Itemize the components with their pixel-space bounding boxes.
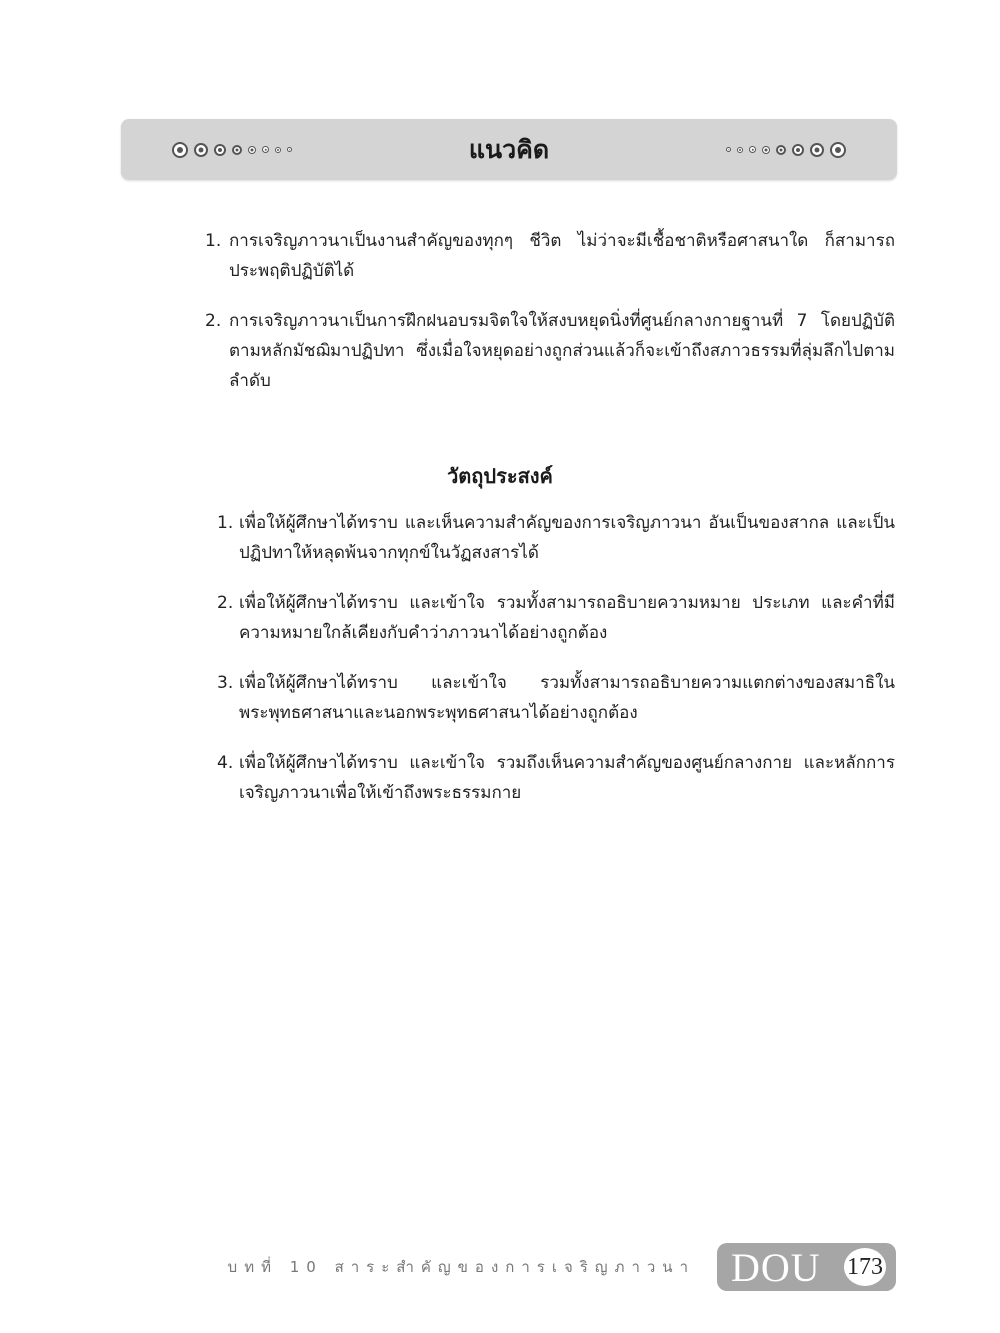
concept-item	[205, 226, 895, 286]
dot-icon	[810, 143, 824, 157]
item-number: 2.	[217, 593, 234, 613]
chapter-title: บทที่ 10 สาระสำคัญของการเจริญภาวนา	[227, 1258, 695, 1276]
item-number: 2.	[205, 311, 222, 331]
dot-icon	[830, 142, 846, 158]
dot-icon	[792, 144, 804, 156]
page-footer	[0, 1243, 1000, 1291]
item-number: 1.	[205, 231, 222, 251]
dot-icon	[776, 145, 786, 155]
dot-icon	[762, 146, 770, 154]
brand-badge	[717, 1243, 896, 1291]
item-text: การเจริญภาวนาเป็นการฝึกฝนอบรมจิตใจให้สงบหยุดนิ่งที่ศูนย์กลางกายฐานที่ 7 โดยปฏิบัติตามหลักมัชฌิมาปฏิปทา ซึ่งเมื่อใจหยุดอย่างถูกส่วนแล้วก็จะเข้าถึงสภาวธรรมที่ลุ่มลึกไปตามลำดับ	[229, 311, 895, 391]
objective-item	[217, 668, 895, 728]
dot-icon	[749, 146, 756, 153]
item-number: 4.	[217, 753, 234, 773]
decorative-dots-right	[723, 119, 849, 180]
objective-item	[217, 508, 895, 568]
objective-item	[217, 748, 895, 808]
page-number: 173	[844, 1248, 886, 1286]
objectives-heading: วัตถุประสงค์	[447, 464, 553, 488]
dot-icon	[726, 147, 731, 152]
item-text: เพื่อให้ผู้ศึกษาได้ทราบ และเข้าใจ รวมทั้งสามารถอธิบายความหมาย ประเภท และคำที่มีความหมายใกล้เคียงกับคำว่าภาวนาได้อย่างถูกต้อง	[239, 593, 895, 643]
item-text: เพื่อให้ผู้ศึกษาได้ทราบ และเข้าใจ รวมทั้งสามารถอธิบายความแตกต่างของสมาธิในพระพุทธศาสนาและนอกพระพุทธศาสนาได้อย่างถูกต้อง	[239, 673, 895, 723]
objective-item	[217, 588, 895, 648]
objectives-list	[217, 508, 895, 828]
item-text: เพื่อให้ผู้ศึกษาได้ทราบ และเข้าใจ รวมถึงเห็นความสำคัญของศูนย์กลางกาย และหลักการเจริญภาวนาเพื่อให้เข้าถึงพระธรรมกาย	[239, 753, 895, 803]
concept-item	[205, 306, 895, 396]
dot-icon	[737, 147, 743, 153]
item-text: เพื่อให้ผู้ศึกษาได้ทราบ และเห็นความสำคัญของการเจริญภาวนา อันเป็นของสากล และเป็นปฏิปทาให้หลุดพ้นจากทุกข์ในวัฏสงสารได้	[239, 513, 895, 563]
concept-list	[205, 226, 895, 416]
brand-logo: DOU	[731, 1245, 821, 1290]
item-text: การเจริญภาวนาเป็นงานสำคัญของทุกๆ ชีวิต ไม่ว่าจะมีเชื้อชาติหรือศาสนาใด ก็สามารถประพฤติปฏิบัติได้	[229, 231, 895, 281]
item-number: 1.	[217, 513, 234, 533]
item-number: 3.	[217, 673, 234, 693]
concept-title: แนวคิด	[468, 135, 550, 164]
concept-banner	[121, 119, 897, 180]
